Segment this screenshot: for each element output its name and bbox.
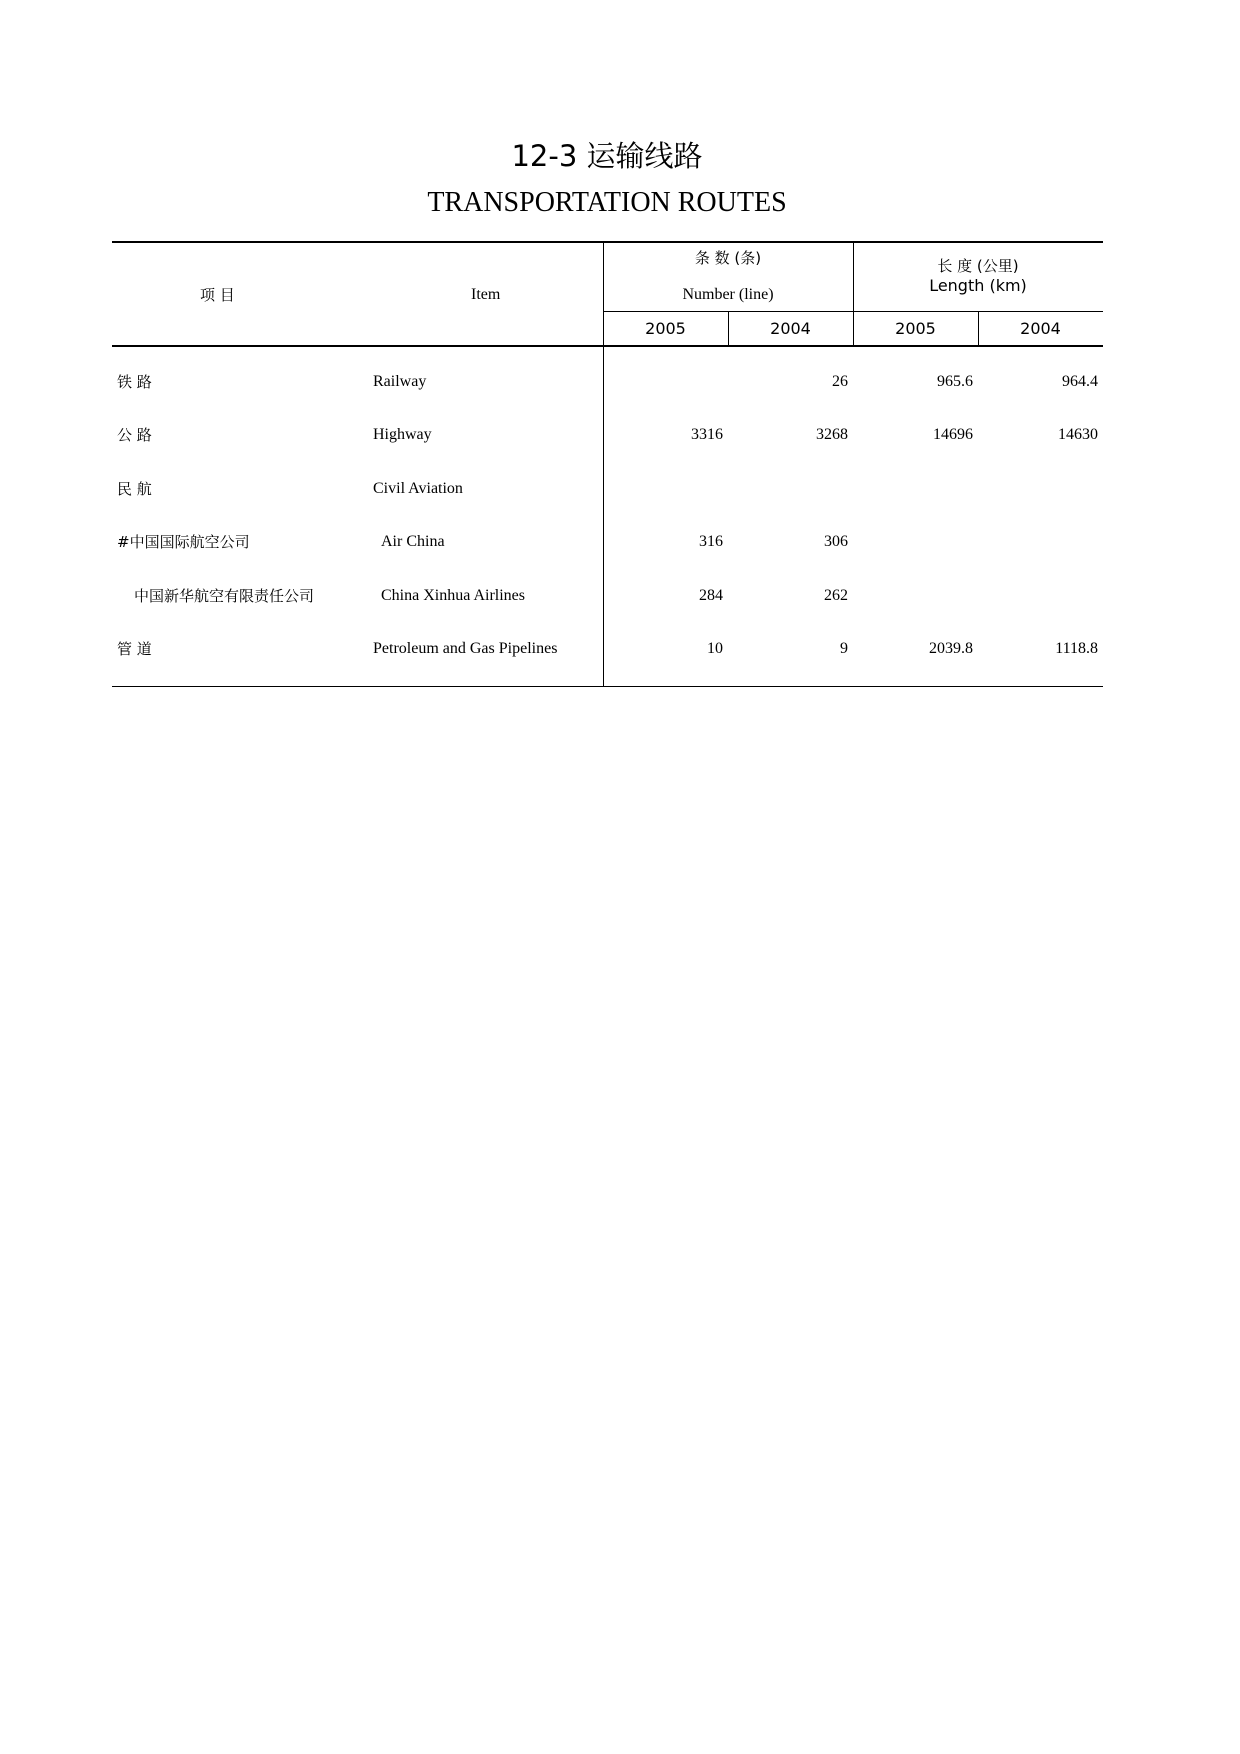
row-air-china-num-2005: 316 (699, 533, 723, 550)
row-pipelines-len-2005: 2039.8 (929, 640, 973, 657)
row-air-china-en: Air China (381, 533, 445, 550)
header-item-cn: 项 目 (200, 286, 235, 304)
row-highway-cn: 公 路 (117, 426, 152, 444)
year-length-2005: 2005 (895, 319, 936, 338)
row-railway-num-2004: 26 (832, 373, 848, 390)
row-pipelines-num-2005: 10 (707, 640, 723, 657)
row-china-xinhua-cn: 中国新华航空有限责任公司 (134, 587, 315, 605)
header-number-en: Number (line) (682, 286, 774, 303)
item-column-divider (603, 241, 604, 687)
row-civil-aviation-cn: 民 航 (117, 480, 152, 498)
year-length-2004: 2004 (1020, 319, 1061, 338)
row-china-xinhua-num-2005: 284 (699, 587, 723, 604)
row-highway-len-2004: 14630 (1058, 426, 1098, 443)
row-air-china-num-2004: 306 (824, 533, 848, 550)
row-pipelines-len-2004: 1118.8 (1055, 640, 1098, 657)
year-number-2004: 2004 (770, 319, 811, 338)
row-railway-len-2004: 964.4 (1062, 373, 1098, 390)
row-highway-len-2005: 14696 (933, 426, 973, 443)
row-railway-en: Railway (373, 373, 427, 390)
page-title-english: TRANSPORTATION ROUTES (427, 187, 787, 218)
row-china-xinhua-num-2004: 262 (824, 587, 848, 604)
row-highway-en: Highway (373, 426, 432, 443)
row-highway-num-2005: 3316 (691, 426, 723, 443)
row-air-china-cn: #中国国际航空公司 (117, 533, 250, 551)
row-civil-aviation-en: Civil Aviation (373, 480, 463, 497)
page-title-chinese: 12-3 运输线路 (511, 139, 703, 173)
table-bottom-rule (112, 686, 1103, 687)
row-railway-len-2005: 965.6 (937, 373, 973, 390)
row-pipelines-cn: 管 道 (117, 640, 152, 658)
row-china-xinhua-en: China Xinhua Airlines (381, 587, 525, 604)
table-top-rule (112, 241, 1103, 243)
row-pipelines-en: Petroleum and Gas Pipelines (373, 640, 558, 657)
year-number-2005: 2005 (645, 319, 686, 338)
header-bottom-rule (112, 345, 1103, 347)
header-item-en: Item (471, 286, 501, 303)
routes-table (112, 241, 1103, 687)
row-highway-num-2004: 3268 (816, 426, 848, 443)
header-length-cn: 长 度 (公里) (937, 257, 1019, 275)
header-number-cn: 条 数 (条) (694, 249, 762, 267)
row-pipelines-num-2004: 9 (840, 640, 848, 657)
header-length-en: Length (km) (929, 276, 1027, 295)
row-railway-cn: 铁 路 (117, 373, 152, 391)
